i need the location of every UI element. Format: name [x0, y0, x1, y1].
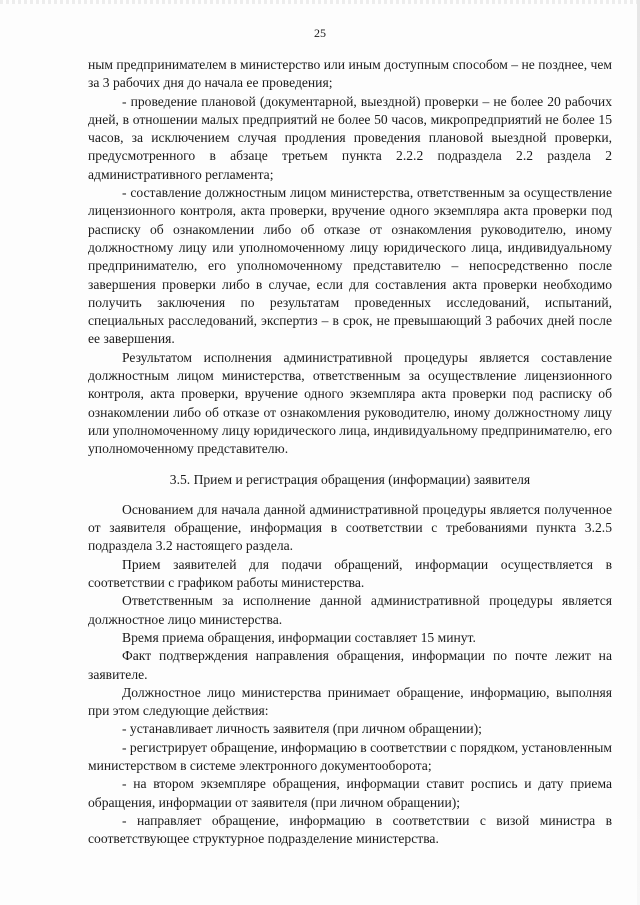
list-item-identify: - устанавливает личность заявителя (при личном обращении);	[122, 721, 482, 737]
list-item-sign-date: - на втором экземпляре обращения, информации ставит роспись и дату приема обращения, информации от заявителя (при личном обращении);	[88, 776, 612, 810]
document-body	[88, 56, 612, 848]
paragraph-continuation: ным предпринимателем в министерство или иным доступным способом – не позднее, чем за 3 рабочих дня до начала ее проведения;	[88, 57, 612, 91]
list-item-forward: - направляет обращение, информацию в соответствии с визой министра в соответствующее структурное подразделение министерства.	[88, 812, 612, 847]
paragraph-responsible: Ответственным за исполнение данной административной процедуры является должностное лицо министерства.	[88, 593, 612, 627]
list-item-inspection-duration: - проведение плановой (документарной, выездной) проверки – не более 20 рабочих дней, в отношении малых предприятий не более 50 часов, микропредприятий не более 15 часов, за исключением случая продления проведения плановой выездной проверки, предусмотренного в абзаце третьем пункта 2.2.2 подраздела 2.2 раздела 2 административного регламента;	[88, 93, 612, 182]
list-item-register: - регистрирует обращение, информацию в соответствии с порядком, установленным министерством в системе электронного документооборота;	[88, 739, 612, 773]
list-item-inspection-act: - составление должностным лицом министерства, ответственным за осуществление лицензионного контроля, акта проверки, вручение одного экземпляра акта проверки под расписку об ознакомлении либо об отказе от ознакомления руководителю, иному должностному лицу или уполномоченному лицу юридического лица, индивидуальному предпринимателю, его уполномоченному представителю – непосредственно после завершения проверки либо в случае, если для составления акта проверки необходимо получить заключения по результатам проведенных исследований, испытаний, специальных расследований, экспертиз – в срок, не превышающий 3 рабочих дней после ее завершения.	[88, 185, 612, 347]
paragraph-procedure-result: Результатом исполнения административной процедуры является составление должностным лицом министерства, ответственным за осуществление лицензионного контроля, акта проверки, вручение одного экземпляра акта проверки под расписку об ознакомлении либо об отказе от ознакомления руководителю, иному должностному лицу или уполномоченному лицу юридического лица, индивидуальному предпринимателю, его уполномоченному представителю.	[88, 349, 612, 457]
scan-edge-top	[0, 0, 640, 4]
paragraph-basis: Основанием для начала данной административной процедуры является полученное от заявителя обращение, информация в соответствии с требованиями пункта 3.2.5 подраздела 3.2 настоящего раздела.	[88, 501, 612, 554]
section-heading: 3.5. Прием и регистрация обращения (информации) заявителя	[169, 471, 531, 487]
paragraph-reception-time: Время приема обращения, информации составляет 15 минут.	[122, 629, 476, 645]
paragraph-reception-schedule: Прием заявителей для подачи обращений, информации осуществляется в соответствии с графиком работы министерства.	[88, 556, 612, 591]
page-number: 25	[314, 26, 326, 40]
paragraph-official-actions: Должностное лицо министерства принимает обращение, информацию, выполняя при этом следующие действия:	[88, 684, 612, 719]
paragraph-mail-confirmation: Факт подтверждения направления обращения, информации по почте лежит на заявителе.	[88, 648, 612, 682]
